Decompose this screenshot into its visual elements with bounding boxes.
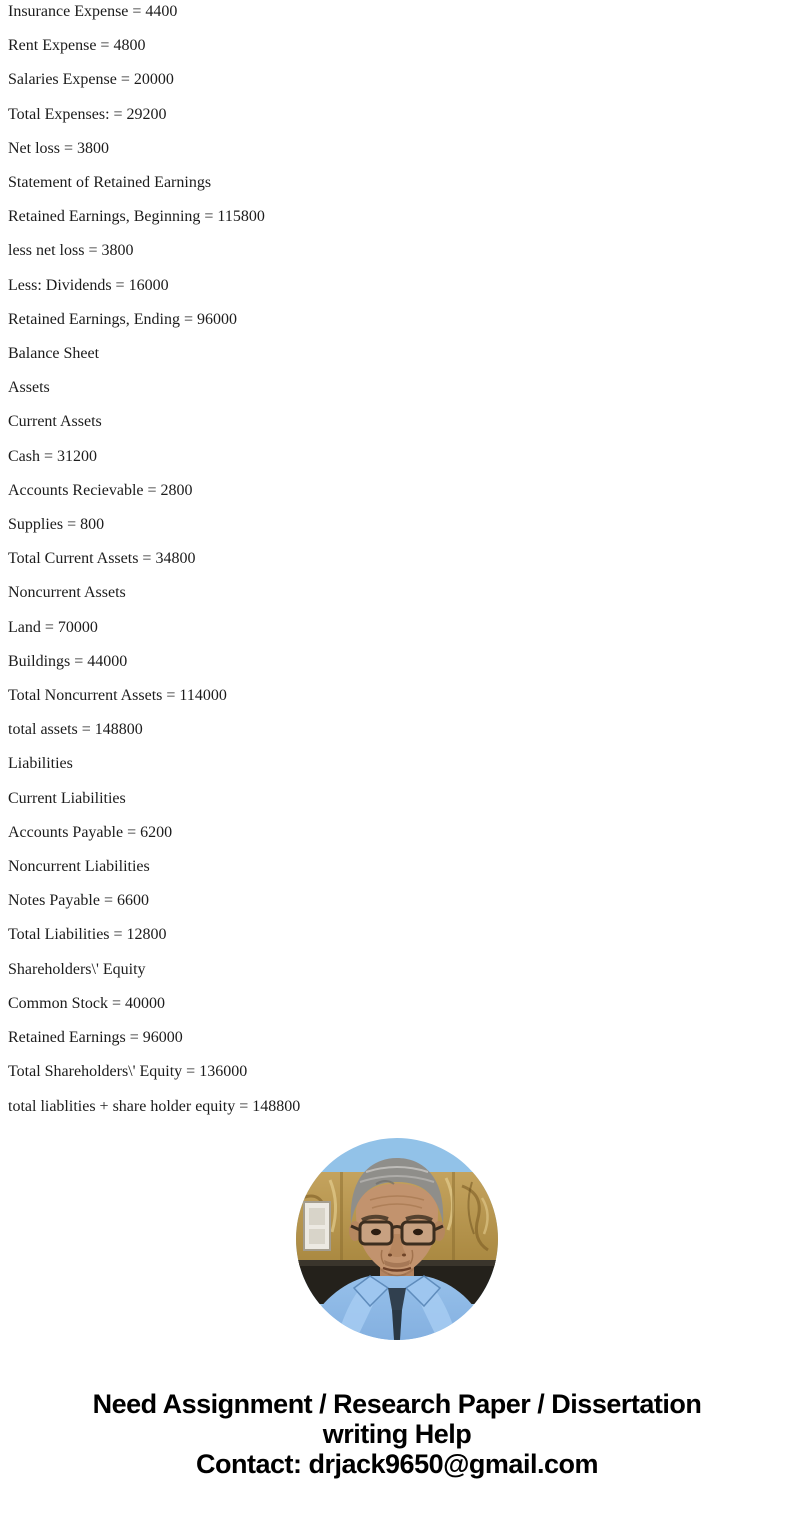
- footer-contact-email: Contact: drjack9650@gmail.com: [196, 1448, 598, 1479]
- statement-line: Noncurrent Assets: [8, 584, 126, 602]
- statement-line: total liablities + share holder equity = 148800: [8, 1097, 301, 1115]
- statement-line: Supplies = 800: [8, 516, 105, 534]
- statement-line: Total Liabilities = 12800: [8, 926, 167, 944]
- statement-line: Total Shareholders\' Equity = 136000: [8, 1063, 248, 1081]
- statement-line: less net loss = 3800: [8, 242, 134, 260]
- statement-line: Buildings = 44000: [8, 652, 128, 670]
- statement-line: Liabilities: [8, 755, 73, 773]
- statement-line: Balance Sheet: [8, 345, 100, 363]
- statement-line: Retained Earnings, Beginning = 115800: [8, 208, 265, 226]
- person-photo-icon: [296, 1138, 498, 1340]
- statement-line: Retained Earnings = 96000: [8, 1029, 183, 1047]
- statement-line: Insurance Expense = 4400: [8, 3, 178, 20]
- statement-line: Accounts Payable = 6200: [8, 823, 173, 841]
- statement-line: Notes Payable = 6600: [8, 892, 149, 910]
- footer-line-2: writing Help: [322, 1418, 472, 1449]
- statement-line: Statement of Retained Earnings: [8, 174, 212, 192]
- statement-line: Noncurrent Liabilities: [8, 858, 150, 876]
- statement-line: Less: Dividends = 16000: [8, 276, 169, 294]
- statement-line: Retained Earnings, Ending = 96000: [8, 310, 237, 328]
- statement-line: Current Assets: [8, 413, 102, 431]
- statement-line: Accounts Recievable = 2800: [8, 481, 193, 499]
- statement-line: Shareholders\' Equity: [8, 960, 146, 978]
- statement-line: Cash = 31200: [8, 447, 98, 465]
- statement-line: Land = 70000: [8, 618, 98, 636]
- footer-line-1: Need Assignment / Research Paper / Dissertation: [92, 1388, 702, 1419]
- statement-line: Common Stock = 40000: [8, 994, 166, 1012]
- statement-line: Total Noncurrent Assets = 114000: [8, 687, 227, 705]
- statement-line: Assets: [8, 379, 50, 397]
- statement-line: Rent Expense = 4800: [8, 37, 146, 55]
- avatar: [0, 1138, 794, 1340]
- statement-line: Net loss = 3800: [8, 139, 110, 157]
- statement-line: Total Current Assets = 34800: [8, 550, 196, 568]
- statement-line: Salaries Expense = 20000: [8, 71, 174, 89]
- statement-line: total assets = 148800: [8, 721, 143, 739]
- footer-banner: [0, 1389, 794, 1479]
- statement-line: Current Liabilities: [8, 789, 126, 807]
- statement-line: Total Expenses: = 29200: [8, 105, 167, 123]
